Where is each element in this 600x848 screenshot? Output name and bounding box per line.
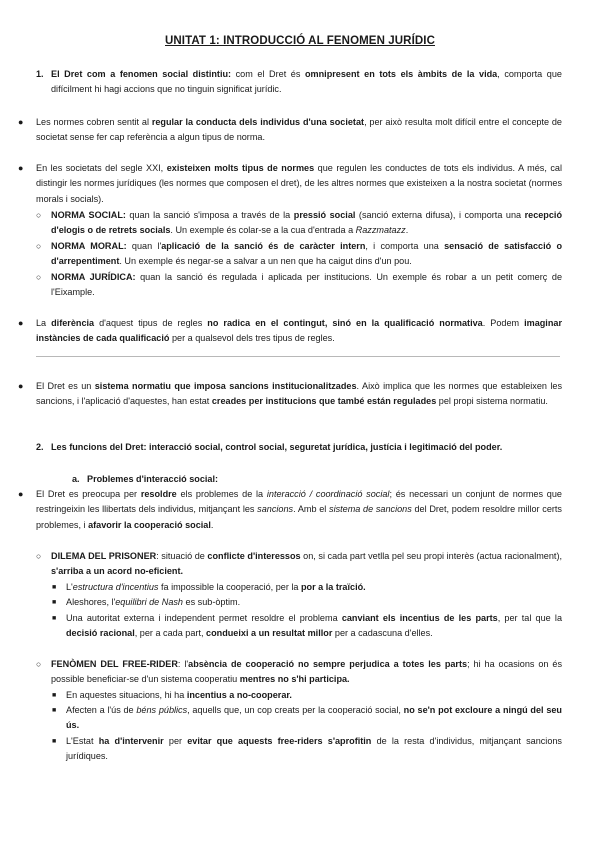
subsection-a-letter: a. [72,474,80,484]
subsection-a-heading: Problemes d'interacció social: [87,474,219,484]
sublist-item: En aquestes situacions, hi ha incentius a no-cooperar. [66,690,292,700]
sublist-item: Afecten a l'ús de béns públics, aquells que, un cop creats per la cooperació social, no se'n pot excloure a ningú del seu ús. [66,705,562,731]
square-bullet-icon: ■ [52,692,57,699]
circle-bullet-icon: ○ [36,210,42,220]
page-title: UNITAT 1: INTRODUCCIÓ AL FENOMEN JURÍDIC [165,35,435,47]
bullet-icon: ● [18,489,24,499]
list-item-dilema-prisoner: DILEMA DEL PRISONER: situació de conflicte d'interessos on, si cada part vetlla pel seu propi interès (actua racionalment), s'arriba a un acord no-eficient. [51,551,562,577]
bullet-icon: ● [18,163,24,173]
circle-bullet-icon: ○ [36,241,42,251]
sublist-item: Una autoritat externa i independent permet resoldre el problema canviant els incentius de les parts, per tal que la decisió racional, per a cada part, condueixi a un resultat millor per a cadascuna d'elles. [66,613,563,639]
circle-bullet-icon: ○ [36,659,42,669]
bullet-icon: ● [18,381,24,391]
paragraph-sistema-normatiu: El Dret es un sistema normatiu que imposa sancions institucionalitzades. Això implica que les normes que estableixen les sancions, i l'aplicació d'aquestes, han estat creades per institucions que també están regulades pel propi sistema normatiu. [36,381,563,407]
square-bullet-icon: ■ [52,599,57,606]
circle-bullet-icon: ○ [36,272,42,282]
section-1-number: 1. [36,69,44,79]
section-2-number: 2. [36,442,44,452]
square-bullet-icon: ■ [52,615,57,622]
list-item-norma-juridica: NORMA JURÍDICA: quan la sanció és regulada i aplicada per institucions. Un exemple és robar a un petit comerç de l'Eixample. [51,272,562,298]
section-2-heading: Les funcions del Dret: interacció social, control social, seguretat jurídica, justícia i legitimació del poder. [51,442,503,452]
square-bullet-icon: ■ [52,584,57,591]
paragraph-normes: Les normes cobren sentit al regular la conducta dels individus d'una societat, per això resulta molt difícil entre el concepte de societat sense fer cap referència a algun tipus de norma. [36,117,562,143]
paragraph-societats: En les societats del segle XXI, existeixen molts tipus de normes que regulen les conductes de tots els individus. A més, cal distingir les normes jurídiques (les normes que composen el dret), de les altres normes que existeixen a la nostra societat (normes morals i socials). [36,163,562,204]
paragraph-interaccio: El Dret es preocupa per resoldre els problemes de la interacció / coordinació social; és necessari un conjunt de normes que restringeixin les llibertats dels individus, mitjançant les sancions. Amb el sistema de sancions del Dret, podem resoldre millor certs problemes, i afavorir la cooperació social. [36,489,562,530]
section-1-text: El Dret com a fenomen social distintiu: com el Dret és omnipresent en tots els àmbits de la vida, comporta que difícilment hi hagi accions que no tinguin significat jurídic. [51,69,562,95]
horizontal-divider [36,356,560,357]
paragraph-diferencia: La diferència d'aquest tipus de regles no radica en el contingut, sinó en la qualificació normativa. Podem imaginar instàncies de cada qualificació per a qualsevol dels tres tipus de regles. [36,318,562,344]
list-item-norma-social: NORMA SOCIAL: quan la sanció s'imposa a través de la pressió social (sanció externa difusa), i comporta una recepció d'elogis o de retrets socials. Un exemple és colar-se a la cua d'entrada a Razzmatazz. [51,210,562,236]
sublist-item: L'Estat ha d'intervenir per evitar que aquests free-riders s'aprofitin de la resta d'individus, mitjançant sancions jurídiques. [66,736,562,762]
square-bullet-icon: ■ [52,738,57,745]
square-bullet-icon: ■ [52,707,57,714]
list-item-norma-moral: NORMA MORAL: quan l'aplicació de la sanció és de caràcter intern, i comporta una sensació de satisfacció o d'arrepentiment. Un exemple és negar-se a salvar a un nen que ha caigut dins d'un pou. [51,241,563,267]
bullet-icon: ● [18,318,24,328]
sublist-item: Aleshores, l'equilibri de Nash es sub-òptim. [66,597,241,607]
list-item-free-rider: FENÒMEN DEL FREE-RIDER: l'absència de cooperació no sempre perjudica a totes les parts; hi ha ocasions on és possible beneficiar-se d'un sistema cooperatiu mentres no s'hi participa. [51,659,563,685]
circle-bullet-icon: ○ [36,551,42,561]
bullet-icon: ● [18,117,24,127]
sublist-item: L'estructura d'incentius fa impossible la cooperació, per la por a la traïció. [66,582,366,592]
